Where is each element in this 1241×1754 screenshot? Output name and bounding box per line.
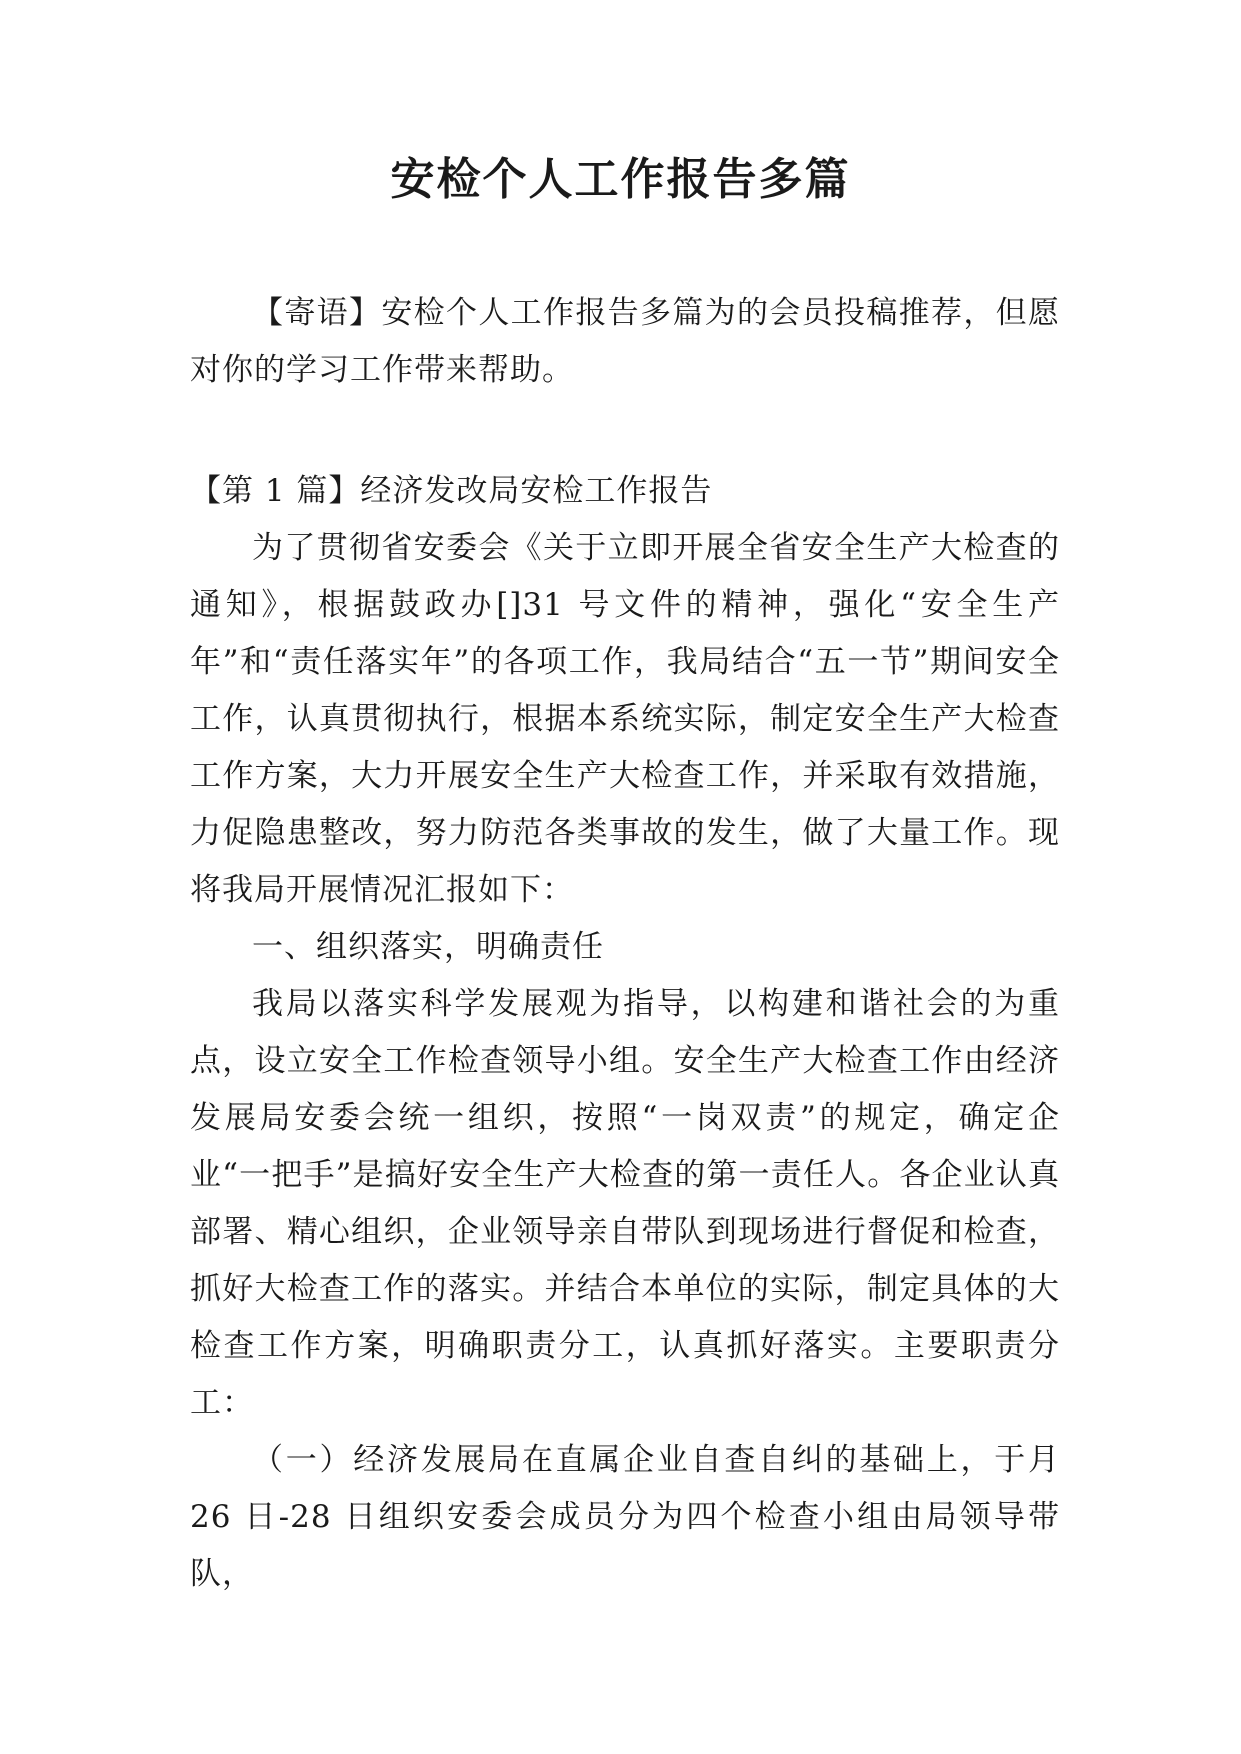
- document-title: 安检个人工作报告多篇: [390, 154, 851, 205]
- body-paragraph: （一）经济发展局在直属企业自查自纠的基础上，于月 26 日-28 日组织安委会成员分为四个检查小组由局领导带队，: [190, 1442, 1060, 1592]
- document-body: [190, 285, 1060, 1603]
- section-heading: 【第 1 篇】经济发改局安检工作报告: [190, 473, 713, 509]
- body-paragraph: 我局以落实科学发展观为指导，以构建和谐社会的为重点，设立安全工作检查领导小组。安全生产大检查工作由经济发展局安委会统一组织，按照“一岗双责”的规定，确定企业“一把手”是搞好安全生产大检查的第一责任人。各企业认真部署、精心组织，企业领导亲自带队到现场进行督促和检查，抓好大检查工作的落实。并结合本单位的实际，制定具体的大检查工作方案，明确职责分工，认真抓好落实。主要职责分工：: [190, 986, 1060, 1421]
- subsection-heading: 一、组织落实，明确责任: [252, 929, 604, 965]
- body-paragraph: 为了贯彻省安委会《关于立即开展全省安全生产大检查的通知》，根据鼓政办[]31 号文件的精神，强化“安全生产年”和“责任落实年”的各项工作，我局结合“五一节”期间安全工作，认真贯彻执行，根据本系统实际，制定安全生产大检查工作方案，大力开展安全生产大检查工作，并采取有效措施，力促隐患整改，努力防范各类事故的发生，做了大量工作。现将我局开展情况汇报如下：: [190, 530, 1060, 908]
- preface-paragraph: 【寄语】安检个人工作报告多篇为的会员投稿推荐，但愿对你的学习工作带来帮助。: [190, 295, 1060, 388]
